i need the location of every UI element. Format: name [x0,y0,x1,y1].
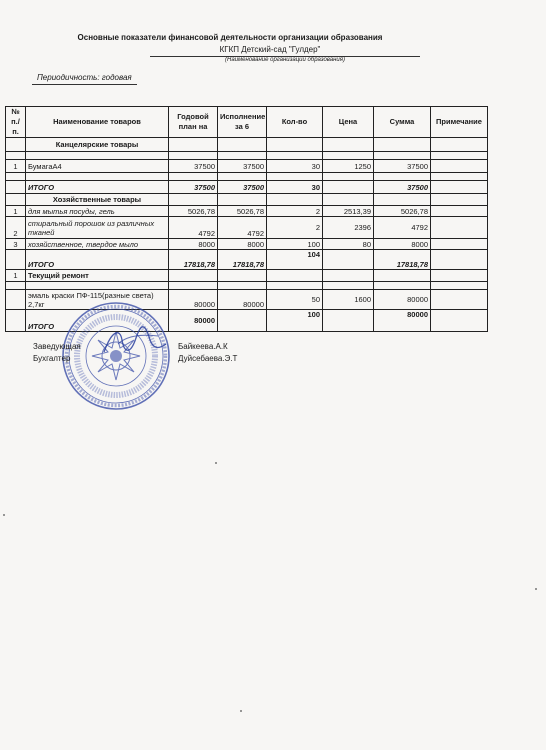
total-qty: 104 [267,250,323,270]
financial-table [5,106,488,332]
header-note: Примечание [431,107,488,138]
cell-plan: 4792 [169,217,218,239]
cell-name: для мытья посуды, гель [26,206,169,217]
cell-name: хозяйственное, твердое мыло [26,239,169,250]
header-done: Исполнение за 6 [218,107,267,138]
cell-sum: 4792 [374,217,431,239]
cell-qty: 2 [267,206,323,217]
spacer-row [6,282,488,290]
total-label: ИТОГО [26,181,169,194]
cell-done: 4792 [218,217,267,239]
section-row [6,270,488,282]
total-done: 17818,78 [218,250,267,270]
cell-qty: 30 [267,160,323,173]
cell-sum: 5026,78 [374,206,431,217]
cell-price: 80 [323,239,374,250]
table-row [6,206,488,217]
section-title: Канцелярские товары [26,138,169,152]
cell-sum: 37500 [374,160,431,173]
cell-done: 37500 [218,160,267,173]
total-plan: 80000 [169,310,218,332]
cell-sum: 80000 [374,290,431,310]
section-row [6,194,488,206]
section-row [6,138,488,152]
section-num: 1 [6,270,26,282]
document-title: Основные показатели финансовой деятельности организации образования [77,33,383,42]
cell-price: 2396 [323,217,374,239]
header-qty: Кол-во [267,107,323,138]
organization-caption: (Наименование организации образования) [225,57,345,63]
section-title: Текущий ремонт [26,270,169,282]
header-name: Наименование товаров [26,107,169,138]
cell-sum: 8000 [374,239,431,250]
cell-num: 3 [6,239,26,250]
total-row [6,250,488,270]
table-row [6,239,488,250]
signature-scribble [100,322,170,362]
cell-done: 5026,78 [218,206,267,217]
total-qty: 30 [267,181,323,194]
total-label: ИТОГО [26,250,169,270]
periodicity-underline [32,84,137,85]
spacer-row [6,152,488,160]
cell-price: 1600 [323,290,374,310]
table-row [6,160,488,173]
cell-num: 1 [6,206,26,217]
cell-plan: 37500 [169,160,218,173]
cell-price: 2513,39 [323,206,374,217]
cell-num: 2 [6,217,26,239]
organization-name: КГКП Детский-сад "Гулдер" [219,45,321,54]
cell-name: БумагаА4 [26,160,169,173]
signature-role-accountant: Бухгалтер [33,354,71,363]
scan-speck [215,462,217,464]
cell-num: 1 [6,160,26,173]
table-row [6,217,488,239]
section-title: Хозяйственные товары [26,194,169,206]
signature-name-head: Байкеева.А.К [178,342,228,351]
total-done: 37500 [218,181,267,194]
header-plan: Годовой план на [169,107,218,138]
scan-speck [3,514,5,516]
signature-name-accountant: Дуйсебаева.Э.Т [178,354,238,363]
periodicity-label: Периодичность: годовая [37,73,132,82]
scan-speck [240,710,242,712]
total-qty: 100 [267,310,323,332]
cell-price: 1250 [323,160,374,173]
cell-plan: 5026,78 [169,206,218,217]
signature-role-head: Заведующая [33,342,81,351]
total-sum: 80000 [374,310,431,332]
cell-qty: 2 [267,217,323,239]
total-label: ИТОГО [26,310,169,332]
header-price: Цена [323,107,374,138]
cell-plan: 80000 [169,290,218,310]
total-plan: 17818,78 [169,250,218,270]
total-sum: 17818,78 [374,250,431,270]
cell-qty: 100 [267,239,323,250]
cell-name: эмаль краски ПФ-115(разные света) 2,7кг [26,290,169,310]
table-header-row [6,107,488,138]
cell-plan: 8000 [169,239,218,250]
cell-qty: 50 [267,290,323,310]
total-row [6,181,488,194]
total-sum: 37500 [374,181,431,194]
cell-done: 8000 [218,239,267,250]
header-sum: Сумма [374,107,431,138]
header-num: № п./п. [6,107,26,138]
cell-name: стиральный порошок из различных тканей [26,217,169,239]
total-plan: 37500 [169,181,218,194]
spacer-row [6,173,488,181]
cell-done: 80000 [218,290,267,310]
scan-speck [535,588,537,590]
